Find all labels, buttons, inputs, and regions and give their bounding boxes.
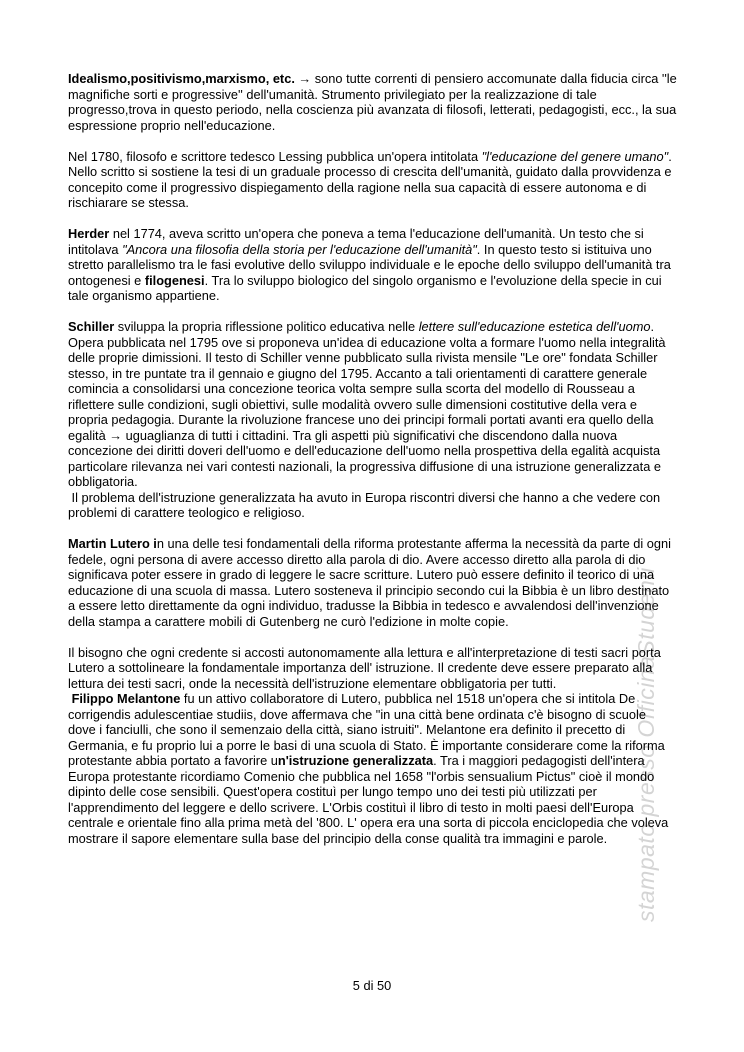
text-run: → sono tutte correnti di pensiero accomunate dalla fiducia circa ''le magnifiche sorti e progressive'' dell'umanità. Strumento privilegiato per la realizzazione di tale progresso,trova in questo periodo, nella coscienza più avanzata di filosofi, letterati, pedagogisti, ecc., la sua espressione proprio nell'educazione.: [68, 71, 677, 133]
bold-text-run: Martin Lutero i: [68, 536, 157, 551]
text-run: fu un attivo collaboratore di Lutero, pubblica nel 1518 un'opera che si intitola De corrigendis adulescentiae studiis, dove affermava che "in una città bene ordinata c'è bisogno di scuole dove i fanciulli, che sono il semenzaio della città, siano istruiti". Melantone era definito il precetto di Germania, e fu proprio lui a porre le basi di una scuola di Stato. È importante considerare come la riforma protestante abbia portato a favorire u: [68, 691, 665, 768]
document-body: [68, 71, 677, 846]
paragraph: [68, 149, 677, 211]
text-run: Il bisogno che ogni credente si accosti autonomamente alla lettura e all'interpretazione di testi sacri porta Lutero a sottolineare la fondamentale importanza dell' istruzione. Il credente deve essere preparato alla lettura dei testi sacri, onde la necessità dell'istruzione elementare obbligatoria per tutti.: [68, 644, 661, 691]
text-run: . Nello scritto si sostiene la tesi di un graduale processo di crescita dell'umanità, guidato dalla provvidenza e concepito come il progressivo dispiegamento della ragione nella sua capacità di essere autonoma e di rischiarare se stessa.: [68, 148, 672, 210]
paragraph: [68, 226, 677, 304]
text-run: n una delle tesi fondamentali della riforma protestante afferma la necessità da parte di ogni fedele, ogni persona di avere accesso diretto alla parola di dio. Avere accesso diretto alla parola di dio significava poter essere in grado di leggere le sacre scritture. Lutero può essere definito il teorico di una educazione di una scuola di massa. Lutero sosteneva il principio secondo cui la Bibbia è un libro destinato a essere letto direttamente da ogni individuo, tradusse la Bibbia in tedesco e avvalendosi dell'invenzione della stampa a carattere mobili di Gutenberg ne curò l'edizione in molte copie.: [68, 536, 671, 629]
text-run: . In questo testo si istituiva uno stretto parallelismo tra le fasi evolutive dello sviluppo individuale e le epoche dello sviluppo dell'umanità tra ontogenesi e: [68, 241, 671, 288]
italic-text-run: lettere sull'educazione estetica dell'uomo: [418, 319, 651, 334]
page-number: 5 di 50: [352, 978, 392, 993]
bold-text-run: filogenesi: [144, 272, 205, 288]
paragraph: [68, 645, 677, 847]
text-run: nel 1774, aveva scritto un'opera che poneva a tema l'educazione dell'umanità. Un testo che si intitolava: [68, 226, 644, 257]
paragraph: [68, 319, 677, 521]
italic-text-run: "l'educazione del genere umano": [481, 148, 669, 164]
italic-text-run: "Ancora una filosofia della storia per l'educazione dell'umanità": [122, 241, 477, 257]
text-run: Nel 1780, filosofo e scrittore tedesco Lessing pubblica un'opera intitolata: [68, 148, 482, 164]
bold-text-run: n'istruzione generalizzata: [277, 753, 434, 768]
bold-text-run: Filippo Melantone: [71, 691, 181, 706]
watermark-text: stampato presso OfficinaStudenti: [633, 567, 659, 922]
paragraph: [68, 536, 677, 629]
text-run: . Tra i maggiori pedagogisti dell'intera Europa protestante ricordiamo Comenio che pubblica nel 1658 "l'orbis sensualium Pictus" cioè il mondo dipinto delle cose sensibili. Quest'opera costituì per lungo tempo uno dei testi più utilizzati per l'apprendimento del leggere e dello scrivere. L'Orbis costituì il libro di testo in molti paesi dell'Europa centrale e orientale fino alla prima metà del '800. L' opera era una sorta di piccola enciclopedia che voleva mostrare il sapore elementare sulla base del principio della conse qualità tra immagini e parole.: [68, 753, 669, 846]
paragraph: [68, 71, 677, 133]
bold-text-run: Schiller: [68, 319, 115, 334]
text-run: sviluppa la propria riflessione politico educativa nelle: [114, 319, 419, 334]
text-run: . Opera pubblicata nel 1795 ove si proponeva un'idea di educazione volta a formare l'uomo nella integralità delle proprie dimissioni. Il testo di Schiller venne pubblicato sulla rivista mensile "Le ore" fondata Schiller stesso, in tre puntate tra il gennaio e giugno del 1795. Accanto a tali orientamenti di carattere generale comincia a consolidarsi una concezione teorica volta sempre sulla scorta del modello di Rousseau a riflettere sulle condizioni, sugli obiettivi, sulle modalità ovvero sulle dimensioni costitutive della vera e propria pedagogia. Durante la rivoluzione francese uno dei principi formali portati avanti era quello della egalità → uguaglianza di tutti i cittadini. Tra gli aspetti più significativi che discendono dalla nuova concezione dei diritti doveri dell'uomo e dell'educazione dell'uomo nella prospettiva della egalità acquista particolare rilevanza nei vari contesti nazionali, la progressiva diffusione di una istruzione generalizzata e obbligatoria.: [68, 319, 666, 489]
bold-text-run: Herder: [68, 226, 110, 241]
bold-text-run: Idealismo,positivismo,marxismo, etc.: [68, 71, 295, 86]
text-run: . Tra lo sviluppo biologico del singolo organismo e l'evoluzione della specie in cui tale organismo appartiene.: [68, 272, 662, 303]
text-run: Il problema dell'istruzione generalizzata ha avuto in Europa riscontri diversi che hanno a che vedere con problemi di carattere teologico e religioso.: [68, 489, 661, 520]
